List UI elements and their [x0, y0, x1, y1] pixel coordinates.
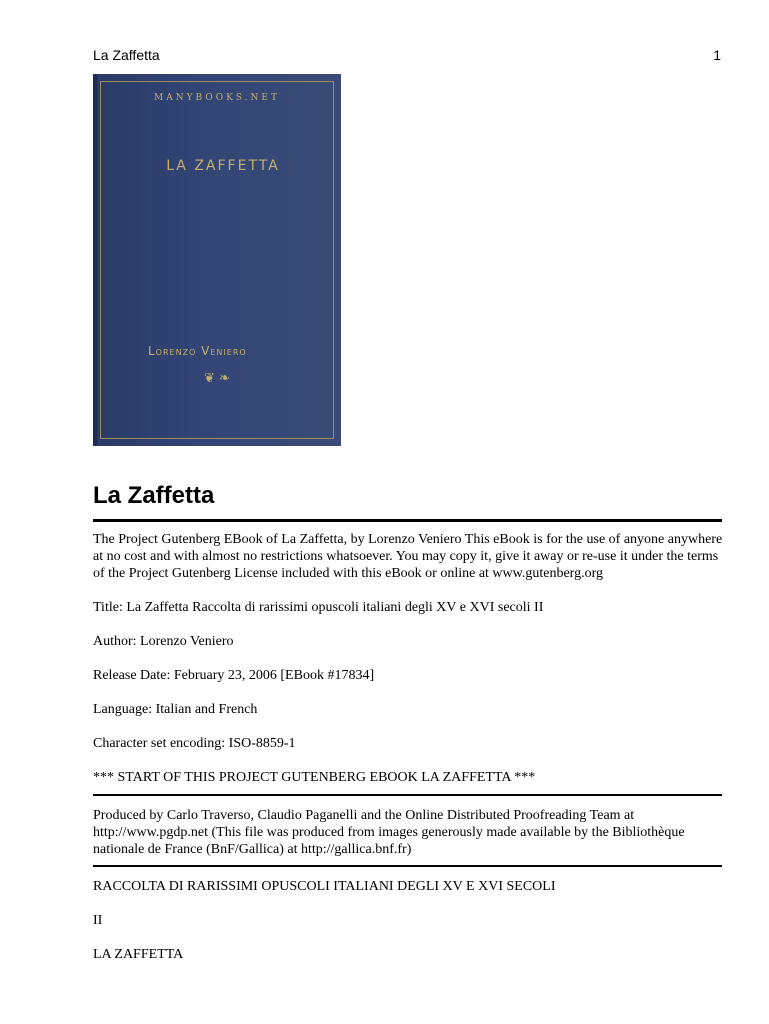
divider — [93, 865, 722, 867]
document-title: La Zaffetta — [93, 482, 215, 509]
encoding-line: Character set encoding: ISO-8859-1 — [93, 736, 296, 751]
book-cover-image — [93, 74, 341, 446]
cover-title: LA ZAFFETTA — [166, 158, 280, 174]
divider — [93, 519, 722, 522]
cover-author: Lorenzo Veniero — [148, 344, 247, 358]
author-line: Author: Lorenzo Veniero — [93, 634, 234, 649]
ornament-icon: ❦ ❧ — [204, 371, 230, 386]
running-header-title: La Zaffetta — [93, 47, 160, 63]
license-paragraph: The Project Gutenberg EBook of La Zaffetta, by Lorenzo Veniero This eBook is for the use of anyone anywhere at no cost and with almost no restrictions whatsoever. You may copy it, give it away or re-use it under the terms of the Project Gutenberg License included with this eBook or online at www.gutenberg.org — [93, 532, 723, 581]
volume-number: II — [93, 913, 103, 928]
title-line: Title: La Zaffetta Raccolta di rarissimi opuscoli italiani degli XV e XVI secoli II — [93, 600, 544, 615]
collection-title: RACCOLTA DI RARISSIMI OPUSCOLI ITALIANI DEGLI XV E XVI SECOLI — [93, 879, 556, 894]
page-number: 1 — [713, 47, 721, 63]
start-marker: *** START OF THIS PROJECT GUTENBERG EBOOK LA ZAFFETTA *** — [93, 770, 536, 785]
credits-paragraph: Produced by Carlo Traverso, Claudio Paganelli and the Online Distributed Proofreading Team at http://www.pgdp.net (This file was produced from images generously made available by the Bibliothèque nationale de France (BnF/Gallica) at http://gallica.bnf.fr) — [93, 808, 685, 857]
intro-section — [93, 531, 723, 803]
release-date-line: Release Date: February 23, 2006 [EBook #17834] — [93, 668, 375, 683]
language-line: Language: Italian and French — [93, 702, 258, 717]
cover-publisher: MANYBOOKS.NET — [154, 93, 280, 103]
body-section — [93, 878, 723, 980]
work-title: LA ZAFFETTA — [93, 947, 184, 962]
divider — [93, 794, 722, 796]
